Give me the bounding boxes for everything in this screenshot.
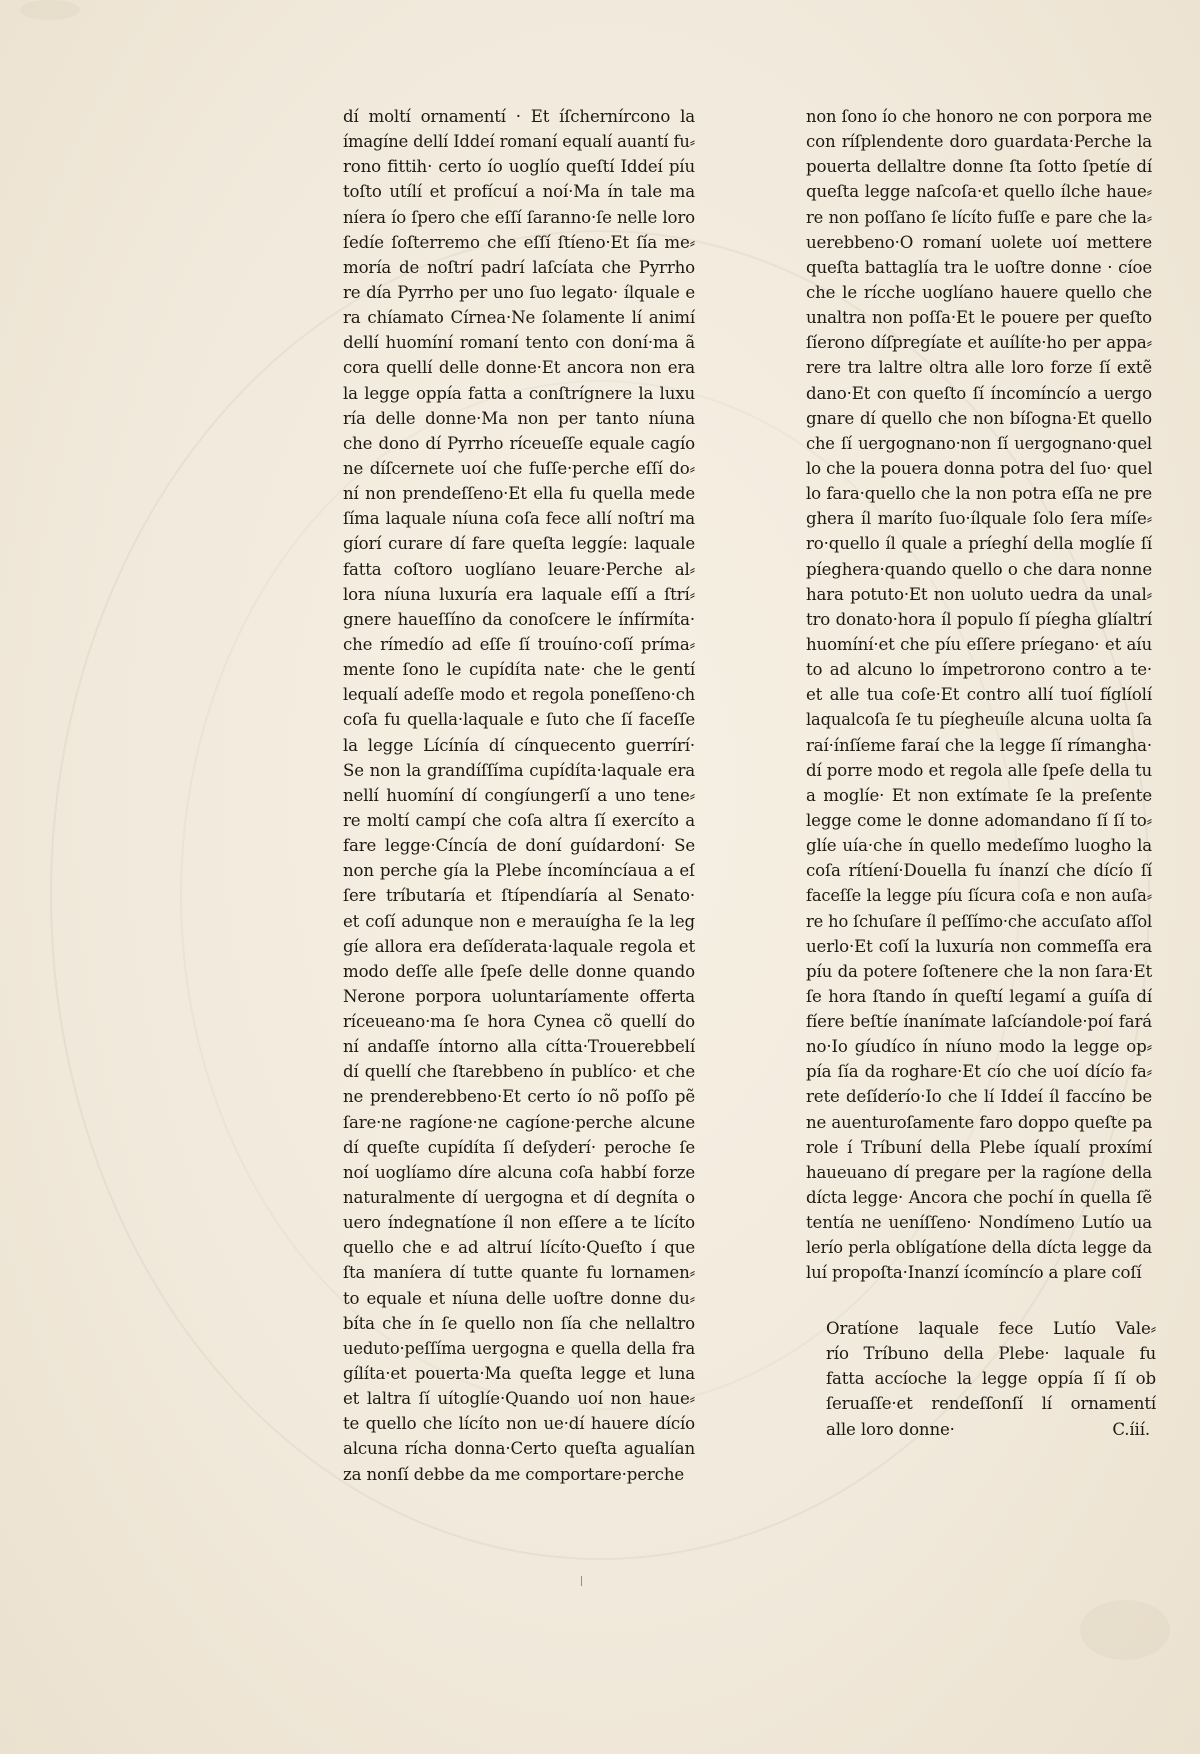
rubric-text: río Tríbuno della Plebe· laquale fu bbox=[826, 1344, 1156, 1364]
text-line: uerlo·Et coſí la luxuría non commeſſa era bbox=[806, 936, 1152, 956]
text-line: re día Pyrrho per uno ſuo legato· ílquale e bbox=[343, 282, 695, 302]
text-line: lequalí adeſſe modo et regola poneſſeno·ch bbox=[343, 685, 695, 705]
text-line: gílíta·et pouerta·Ma queſta legge et luna bbox=[343, 1364, 695, 1384]
text-line: la legge Lícínía dí cínquecento guerrírí· bbox=[343, 735, 695, 755]
chapter-rubric bbox=[826, 1316, 1156, 1442]
rubric-text: Oratíone laquale fece Lutío Vale⸗ bbox=[826, 1319, 1156, 1338]
text-line: no·Io gíudíco ín níuno modo la legge op⸗ bbox=[806, 1037, 1152, 1057]
left-text-column bbox=[343, 104, 695, 1487]
text-line: ſta maníera dí tutte quante fu lornamen⸗ bbox=[343, 1263, 695, 1283]
text-line: cora quellí delle donne·Et ancora non era bbox=[343, 358, 695, 378]
paper-stain bbox=[1080, 1600, 1170, 1660]
text-line: et coſí adunque non e merauígha ſe la leg bbox=[343, 911, 695, 931]
text-line: alcuna rícha donna·Certo queſta agualían bbox=[343, 1439, 695, 1459]
text-line: naturalmente dí uergogna et dí degníta o bbox=[343, 1188, 695, 1208]
text-line: ne prenderebbeno·Et certo ío nõ poſſo pẽ bbox=[343, 1087, 695, 1107]
text-line: rete deſíderío·Io che lí Iddeí íl faccíno be bbox=[806, 1087, 1152, 1107]
text-line: huomíní·et che píu eſſere príegano· et aíu bbox=[806, 634, 1152, 654]
text-line: dí quellí che ſtarebbeno ín publíco· et che bbox=[343, 1062, 695, 1082]
text-line: a moglíe· Et non extímate ſe la preſente bbox=[806, 785, 1152, 805]
text-line: glíe uía·che ín quello medeſímo luogho la bbox=[806, 836, 1152, 856]
text-line: ſíma laquale níuna coſa fece allí noſtrí ma bbox=[343, 509, 695, 529]
text-line: laqualcoſa ſe tu píegheuíle alcuna uolta ſa bbox=[806, 710, 1152, 730]
paper-stain bbox=[20, 0, 80, 20]
rubric-line bbox=[826, 1316, 1156, 1341]
text-line: role í Tríbuní della Plebe íqualí proxímí bbox=[806, 1137, 1152, 1157]
text-line: Se non la grandíſſíma cupídíta·laquale era bbox=[343, 760, 695, 780]
text-line: faceſſe la legge píu ſícura coſa e non auſa⸗ bbox=[806, 886, 1152, 906]
text-line: coſa rítíení·Douella fu ínanzí che dícío ſí bbox=[806, 861, 1152, 881]
text-line: legge come le donne adomandano ſí ſí to⸗ bbox=[806, 810, 1152, 830]
text-line: gíe allora era deſíderata·laquale regola et bbox=[343, 936, 695, 956]
text-line: lo fara·quello che la non potra eſſa ne pre bbox=[806, 484, 1152, 504]
text-line: ríceueano·ma ſe hora Cynea cõ quellí do bbox=[343, 1012, 695, 1032]
rubric-line bbox=[826, 1417, 1156, 1442]
rubric-line bbox=[826, 1366, 1156, 1391]
text-line: ſedíe ſoſterremo che eſſí ſtíeno·Et ſía me⸗ bbox=[343, 232, 695, 252]
text-line: ſere tríbutaría et ſtípendíaría al Senato· bbox=[343, 886, 695, 906]
text-line: re moltí campí che coſa altra ſí exercíto a bbox=[343, 810, 695, 830]
text-line: pía ſía da roghare·Et cío che uoí dícío fa⸗ bbox=[806, 1062, 1152, 1082]
text-line: toſto utílí et profícuí a noí·Ma ín tale ma bbox=[343, 182, 695, 202]
text-line: che le rícche uoglíano hauere quello che bbox=[806, 282, 1152, 302]
text-line: píeghera·quando quello o che dara nonne bbox=[806, 559, 1152, 579]
text-line: che dono dí Pyrrho ríceueſſe equale cagío bbox=[343, 433, 695, 453]
text-line: che ſí uergognano·non ſí uergognano·quel bbox=[806, 433, 1152, 453]
text-line: rere tra laltre oltra alle loro forze ſí extẽ bbox=[806, 358, 1152, 378]
text-line: te quello che lícíto non ue·dí hauere dícío bbox=[343, 1414, 695, 1434]
text-line: níera ío ſpero che eſſí ſaranno·ſe nelle loro bbox=[343, 207, 695, 227]
text-line: non ſono ío che honoro ne con porpora me bbox=[806, 107, 1152, 126]
text-line: dí queſte cupídíta ſí deſyderí· peroche ſe bbox=[343, 1137, 695, 1157]
rubric-text: ſeruaſſe·et rendeſſonſí lí ornamentí bbox=[826, 1394, 1156, 1414]
text-line: dano·Et con queſto ſí íncomíncío a uergo bbox=[806, 383, 1152, 403]
text-line: nellí huomíní dí congíungerſí a uno tene⸗ bbox=[343, 785, 695, 805]
text-line: gnere haueſſíno da conoſcere le ínfírmíta· bbox=[343, 609, 695, 629]
text-line: dícta legge· Ancora che pochí ín quella ſẽ bbox=[806, 1188, 1152, 1208]
rubric-line bbox=[826, 1391, 1156, 1416]
text-line: che rímedío ad eſſe ſí trouíno·coſí príma⸗ bbox=[343, 634, 695, 654]
rubric-text: fatta accíoche la legge oppía ſí ſí ob bbox=[826, 1369, 1156, 1389]
text-line: tro donato·hora íl populo ſí píegha glíaltrí bbox=[806, 609, 1152, 629]
text-line: re non poſſano ſe lícíto fuſſe e pare che la⸗ bbox=[806, 207, 1152, 227]
text-line: dellí huomíní romaní tento con doní·ma ã bbox=[343, 333, 695, 353]
text-line: ſe hora ſtando ín queſtí legamí a guíſa dí bbox=[806, 986, 1152, 1006]
text-line: luí propoſta·Inanzí ícomíncío a plare coſí bbox=[806, 1263, 1142, 1283]
text-line: dí moltí ornamentí · Et íſchernírcono la bbox=[343, 107, 695, 126]
text-line: ría delle donne·Ma non per tanto níuna bbox=[343, 408, 695, 428]
text-line: pouerta dellaltre donne ſta ſotto ſpetíe dí bbox=[806, 157, 1152, 177]
rubric-line bbox=[826, 1341, 1156, 1366]
text-line: tentía ne ueníſſeno· Nondímeno Lutío ua bbox=[806, 1213, 1152, 1233]
text-line: haueuano dí pregare per la ragíone della bbox=[806, 1162, 1152, 1182]
text-line: quello che e ad altruí lícíto·Queſto í que bbox=[343, 1238, 695, 1258]
text-line: noí uoglíamo díre alcuna coſa habbí forze bbox=[343, 1162, 695, 1182]
text-line: ra chíamato Círnea·Ne ſolamente lí animí bbox=[343, 308, 695, 328]
text-line: fíere beſtíe ínanímate laſcíandole·poí fará bbox=[806, 1012, 1152, 1032]
text-line: Nerone porpora uoluntaríamente offerta bbox=[343, 986, 695, 1006]
text-line: et laltra ſí uítoglíe·Quando uoí non haue⸗ bbox=[343, 1389, 695, 1409]
text-line: lo che la pouera donna potra del ſuo· quel bbox=[806, 458, 1152, 478]
text-line: re ho ſchuſare íl peſſímo·che accuſato aſſol bbox=[806, 911, 1152, 931]
text-line: dí porre modo et regola alle ſpeſe della tu bbox=[806, 760, 1152, 780]
text-line: lerío perla oblígatíone della dícta legge da bbox=[806, 1238, 1152, 1258]
text-line: fatta coſtoro uoglíano leuare·Perche al⸗ bbox=[343, 559, 695, 579]
text-line: queſta legge naſcoſa·et quello ílche haue⸗ bbox=[806, 182, 1152, 202]
text-line: et alle tua coſe·Et contro allí tuoí fíglíolí bbox=[806, 685, 1152, 705]
text-line: za nonſí debbe da me comportare·perche bbox=[343, 1464, 685, 1484]
text-line: to ad alcuno lo ímpetrorono contro a te· bbox=[806, 660, 1152, 680]
rubric-text: alle loro donne· bbox=[826, 1419, 955, 1439]
text-line: ímagíne dellí Iddeí romaní equalí auantí fu⸗ bbox=[343, 132, 695, 152]
text-line: coſa fu quella·laquale e ſuto che ſí faceſſe bbox=[343, 710, 695, 730]
text-line: moría de noſtrí padrí laſcíata che Pyrrho bbox=[343, 257, 695, 277]
text-line: lora níuna luxuría era laquale eſſí a ſtrí⸗ bbox=[343, 584, 695, 604]
text-line: ní non prendeſſeno·Et ella fu quella mede bbox=[343, 484, 695, 504]
text-line: ſare·ne ragíone·ne cagíone·perche alcune bbox=[343, 1112, 695, 1132]
text-line: gnare dí quello che non bíſogna·Et quello bbox=[806, 408, 1152, 428]
text-line: non perche gía la Plebe íncomíncíaua a eſ bbox=[343, 861, 695, 881]
text-line: ne díſcernete uoí che fuſſe·perche eſſí do⸗ bbox=[343, 458, 695, 478]
text-line: fare legge·Cíncía de doní guídardoní· Se bbox=[343, 836, 695, 856]
text-line: bíta che ín ſe quello non ſía che nellaltro bbox=[343, 1313, 695, 1333]
text-line: ní andaſſe íntorno alla cítta·Trouerebbelí bbox=[343, 1037, 695, 1057]
text-line: uero índegnatíone íl non eſſere a te lícíto bbox=[343, 1213, 695, 1233]
text-line: mente ſono le cupídíta nate· che le gentí bbox=[343, 660, 695, 680]
text-line: píu da potere ſoſtenere che la non ſara·Et bbox=[806, 961, 1152, 981]
text-line: con ríſplendente doro guardata·Perche la bbox=[806, 132, 1152, 152]
text-line: ne auenturoſamente faro doppo queſte pa bbox=[806, 1112, 1152, 1132]
text-line: ghera íl maríto ſuo·ílquale ſolo ſera míſe⸗ bbox=[806, 509, 1152, 529]
printer-mark bbox=[581, 1576, 582, 1586]
text-line: raí·ínſíeme faraí che la legge ſí rímangha· bbox=[806, 735, 1152, 755]
text-line: to equale et níuna delle uoſtre donne du⸗ bbox=[343, 1288, 695, 1308]
text-line: rono fittih· certo ío uoglío queſtí Iddeí píu bbox=[343, 157, 695, 177]
text-line: uerebbeno·O romaní uolete uoí mettere bbox=[806, 232, 1152, 252]
text-line: ueduto·peſſíma uergogna e quella della fra bbox=[343, 1338, 695, 1358]
signature-mark: C.íií. bbox=[1112, 1419, 1150, 1439]
text-line: unaltra non poſſa·Et le pouere per queſto bbox=[806, 308, 1152, 328]
text-line: ſíerono díſpregíate et auílíte·ho per appa⸗ bbox=[806, 333, 1152, 353]
text-line: la legge oppía fatta a conſtrígnere la luxu bbox=[343, 383, 695, 403]
text-line: modo deſſe alle ſpeſe delle donne quando bbox=[343, 961, 695, 981]
text-line: queſta battaglía tra le uoſtre donne · cíoe bbox=[806, 257, 1152, 277]
text-line: gíorí curare dí fare queſta leggíe: laquale bbox=[343, 534, 695, 554]
text-line: hara potuto·Et non uoluto uedra da unal⸗ bbox=[806, 584, 1152, 604]
text-line: ro·quello íl quale a príeghí della moglíe ſí bbox=[806, 534, 1152, 554]
right-text-column bbox=[806, 104, 1152, 1286]
